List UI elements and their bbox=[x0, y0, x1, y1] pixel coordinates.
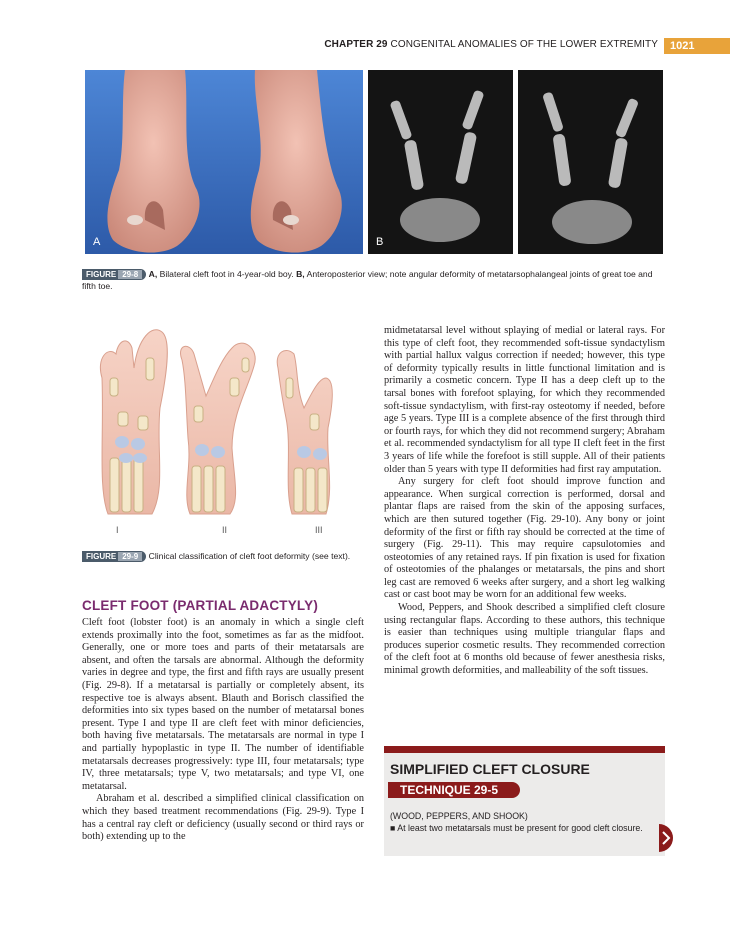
caption-a-text: Bilateral cleft foot in 4-year-old boy. bbox=[159, 269, 294, 279]
bullet-icon: ■ bbox=[390, 823, 398, 833]
classification-label-2: II bbox=[222, 525, 228, 535]
xray-right-icon bbox=[518, 70, 663, 254]
figure-29-8-photo-b-right bbox=[518, 70, 663, 254]
figure-number: 29-9 bbox=[118, 552, 142, 561]
bullet-text: At least two metatarsals must be present for good cleft closure. bbox=[397, 823, 643, 833]
paragraph: Abraham et al. described a simplified clinical classification on which they based treatment recommendations (Fig. 29-9). Type I has a central ray cleft or deficiency (usually second or third rays or both) extending up to the bbox=[82, 793, 364, 843]
right-column-text bbox=[384, 325, 665, 678]
figure-number: 29-8 bbox=[118, 270, 142, 279]
photo-label-b: B bbox=[376, 236, 384, 248]
xray-left-icon bbox=[368, 70, 513, 254]
figure-29-8-photo-a bbox=[85, 70, 363, 254]
paragraph: Wood, Peppers, and Shook described a simplified cleft closure using rectangular flaps. According to these authors, this technique is easier than techniques using multiple triangular flaps and produces superior cosmetic results. They recommended correction of the cleft foot at 6 months old because of fewer anesthesia risks, minimal growth deformities, and malleability of the soft tissues. bbox=[384, 602, 665, 677]
paragraph: Any surgery for cleft foot should improve function and appearance. When surgical correction is performed, dorsal and plantar flaps are raised from the skin of the apposing surfaces, which are then sutured together (Fig. 29-10). Any bony or joint deformity of the first or fifth ray should be corrected at the time of surgery (Fig. 29-11). This may require capsulotomies and osteotomies of any retained rays. If pin fixation is used for fixation of osteotomies of the phalanges or metatarsals, the pins and short leg cast are removed 6 weeks after surgery, and a short leg walking cast or cast boot may be worn for an additional few weeks. bbox=[384, 476, 665, 601]
technique-bullet bbox=[390, 823, 665, 835]
photo-label-a: A bbox=[93, 236, 101, 248]
caption-b-text: Anteroposterior view; note angular deformity of metatarsophalangeal joints of great toe and fifth toe. bbox=[82, 269, 653, 291]
classification-label-3: III bbox=[315, 525, 323, 535]
figure-badge bbox=[82, 551, 146, 562]
figure-29-8-caption bbox=[82, 269, 665, 292]
classification-label-1: I bbox=[116, 525, 119, 535]
technique-title: SIMPLIFIED CLEFT CLOSURE bbox=[390, 761, 590, 777]
chapter-label: CHAPTER 29 bbox=[324, 39, 388, 50]
figure-badge-label: FIGURE bbox=[86, 270, 117, 279]
figure-badge-label: FIGURE bbox=[86, 552, 117, 561]
continue-arrow-icon bbox=[659, 824, 673, 852]
page-number: 1021 bbox=[664, 38, 730, 54]
caption-b-label: B, bbox=[296, 269, 305, 279]
figure-badge bbox=[82, 269, 146, 280]
left-column-text bbox=[82, 617, 364, 844]
caption-text: Clinical classification of cleft foot deformity (see text). bbox=[148, 551, 351, 561]
running-head bbox=[0, 38, 730, 54]
caption-a-label: A, bbox=[148, 269, 158, 279]
figure-29-9-caption bbox=[82, 551, 364, 563]
cleft-feet-photo bbox=[85, 70, 363, 254]
figure-29-9-illustration bbox=[82, 318, 364, 518]
technique-box-top-bar bbox=[384, 746, 665, 753]
cleft-foot-classification-drawing bbox=[82, 318, 364, 518]
figure-29-8-photo-b bbox=[368, 70, 513, 254]
running-head-text bbox=[324, 39, 658, 50]
section-heading: CLEFT FOOT (PARTIAL ADACTYLY) bbox=[82, 598, 319, 613]
paragraph: midmetatarsal level without splaying of medial or lateral rays. For this type of cleft foot, they recommended soft-tissue syndactylism with partial hallux valgus correction if needed; however, this type of deformity typically results in little functional limitation and is primarily a cosmetic concern. Type II has a deep cleft up to the tarsal bones with forefoot splaying, for which they recommended soft-tissue syndactylism, with first-ray osteotomy if needed, before age 5 years. Type III is a complete absence of the first through third or fourth rays, for which they did not recommend surgery; Abraham et al. recommended syndactylism for all type II cleft feet in the first 3 years of life while the forefoot is still supple. All of their patients older than 5 years with type II deformities had first ray amputation. bbox=[384, 325, 665, 475]
paragraph: Cleft foot (lobster foot) is an anomaly in which a single cleft extends proximally into the foot, sometimes as far as the midfoot. Generally, one or more toes and parts of their metatarsals are absent, and often the tarsals are abnormal. Although the deformity varies in degree and type, the first and fifth rays are usually present (Fig. 29-8). If a metatarsal is partially or completely absent, its respective toe is always absent. Blauth and Borisch classified the deformities into six types based on the number of metatarsal bones present. Type I and type II are cleft feet with minor deficiencies, both having five metatarsals. The metatarsals are normal in type I and partially hypoplastic in type II. The number of identifiable metatarsals decreases progressively: type III, four metatarsals; type IV, three metatarsals; type V, two metatarsals; and type VI, one metatarsal. bbox=[82, 617, 364, 792]
technique-number-badge: TECHNIQUE 29-5 bbox=[388, 782, 520, 798]
technique-authors: (WOOD, PEPPERS, AND SHOOK) bbox=[390, 811, 528, 821]
chapter-title: CONGENITAL ANOMALIES OF THE LOWER EXTREMITY bbox=[390, 39, 658, 50]
technique-box bbox=[384, 746, 665, 856]
